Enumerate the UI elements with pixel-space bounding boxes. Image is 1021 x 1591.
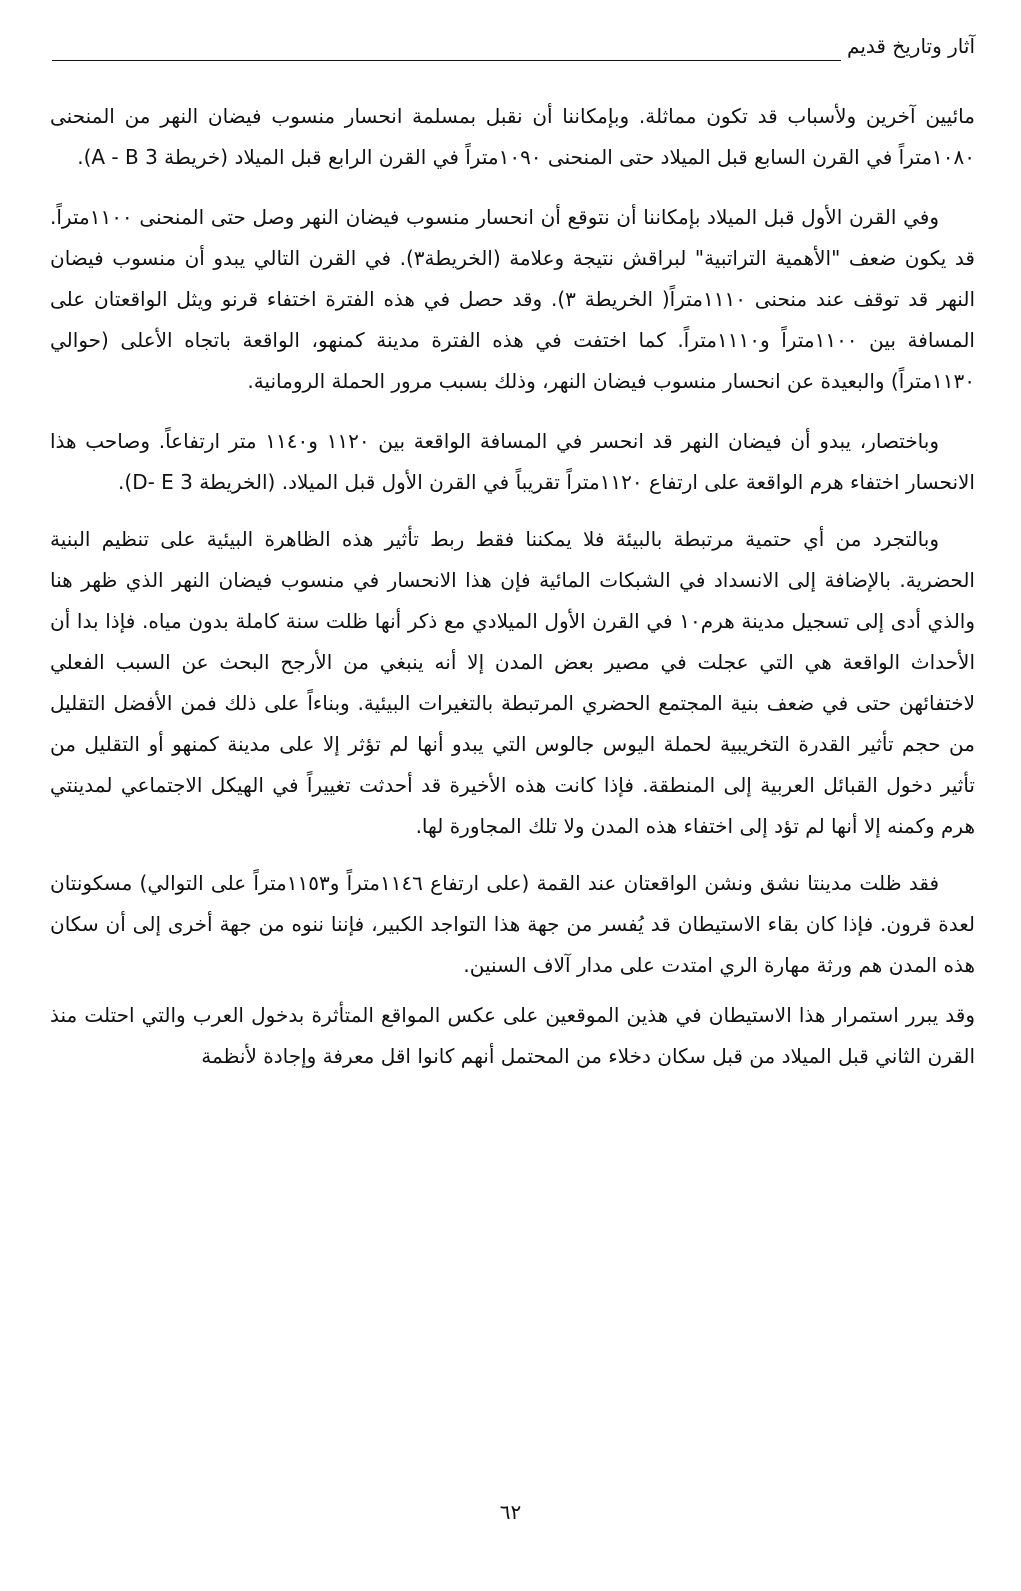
paragraph-3: وباختصار، يبدو أن فيضان النهر قد انحسر في المسافة الواقعة بين ١١٢٠ و١١٤٠ متر ارتفاعاً. وصاحب هذا الانحسار اختفاء هرم الواقعة على ارتفاع ١١٢٠متراً تقريباً في القرن الأول قبل الميلاد. (الخريطة 3 D- E). <box>50 429 975 494</box>
running-header: آثار وتاريخ قديم <box>847 34 975 58</box>
page-number: ٦٢ <box>499 1500 522 1524</box>
paragraph-5: فقد ظلت مدينتا نشق ونشن الواقعتان عند القمة (على ارتفاع ١١٤٦متراً و١١٥٣متراً على التوالي) مسكونتان لعدة قرون. فإذا كان بقاء الاستيطان قد يُفسر من جهة هذا التواجد الكبير، فإننا ننوه من جهة أخرى إلى أن سكان هذه المدن هم ورثة مهارة الري امتدت على مدار آلاف السنين. <box>50 871 975 977</box>
body-text <box>50 96 975 1077</box>
paragraph-2: وفي القرن الأول قبل الميلاد بإمكاننا أن نتوقع أن انحسار منسوب فيضان النهر وصل حتى المنحنى ١١٠٠متراً. قد يكون ضعف "الأهمية التراتبية" لبراقش نتيجة وعلامة (الخريطة٣). في القرن التالي يبدو أن منسوب فيضان النهر قد توقف عند منحنى ١١١٠متراً( الخريطة ٣). وقد حصل في هذه الفترة اختفاء قرنو ويثل الواقعتان على المسافة بين ١١٠٠متراً و١١١٠متراً. كما اختفت في هذه الفترة مدينة كمنهو، الواقعة باتجاه الأعلى (حوالي ١١٣٠متراً) والبعيدة عن انحسار منسوب فيضان النهر، وذلك بسبب مرور الحملة الرومانية. <box>50 205 975 393</box>
paragraph-6: وقد يبرر استمرار هذا الاستيطان في هذين الموقعين على عكس المواقع المتأثرة بدخول العرب والتي احتلت منذ القرن الثاني قبل الميلاد من قبل سكان دخلاء من المحتمل أنهم كانوا اقل معرفة وإجادة لأنظمة <box>50 1003 975 1068</box>
header-rule <box>52 60 841 61</box>
paragraph-1: مائيين آخرين ولأسباب قد تكون مماثلة. وبإمكاننا أن نقبل بمسلمة انحسار منسوب فيضان النهر من المنحنى ١٠٨٠متراً في القرن السابع قبل الميلاد حتى المنحنى ١٠٩٠متراً في القرن الرابع قبل الميلاد (خريطة 3 A - B). <box>50 104 975 169</box>
paragraph-4: وبالتجرد من أي حتمية مرتبطة بالبيئة فلا يمكننا فقط ربط تأثير هذه الظاهرة البيئية على تنظيم البنية الحضرية. بالإضافة إلى الانسداد في الشبكات المائية فإن هذا الانحسار في منسوب فيضان النهر الذي ظهر هنا والذي أدى إلى تسجيل مدينة هرم١٠ في القرن الأول الميلادي مع ذكر أنها ظلت سنة كاملة بدون مياه. فإذا بدا أن الأحداث الواقعة هي التي عجلت في مصير بعض المدن إلا أنه ينبغي من الأرجح البحث عن السبب الفعلي لاختفائهن حتى في ضعف بنية المجتمع الحضري المرتبطة بالتغيرات البيئية. وبناءاً على ذلك فمن الأفضل التقليل من حجم تأثير القدرة التخريبية لحملة اليوس جالوس التي يبدو أنها لم تؤثر إلا على مدينة كمنهو أو التقليل من تأثير دخول القبائل العربية إلى المنطقة. فإذا كانت هذه الأخيرة قد أحدثت تغييراً في الهيكل الاجتماعي لمدينتي هرم وكمنه إلا أنها لم تؤد إلى اختفاء هذه المدن ولا تلك المجاورة لها. <box>50 527 976 838</box>
